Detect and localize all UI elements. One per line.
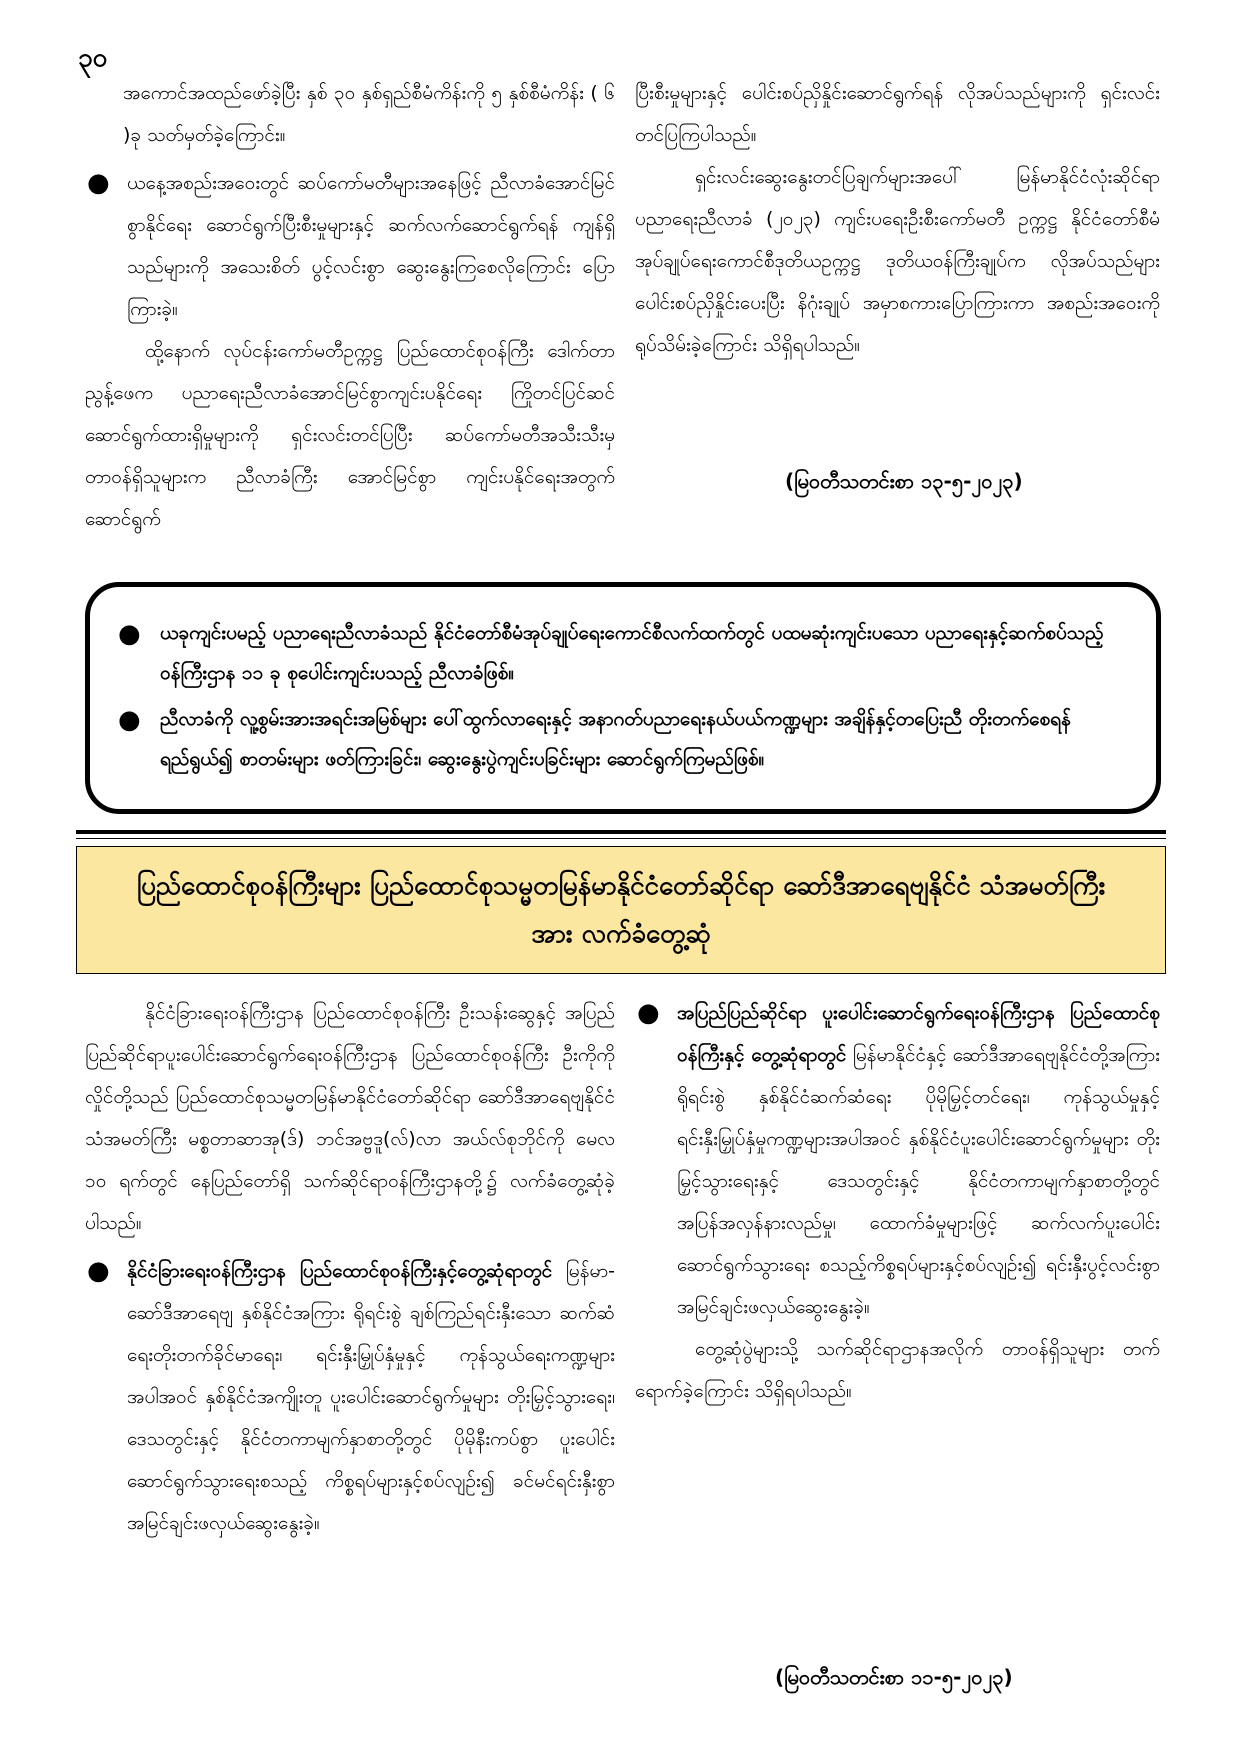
highlight-text: ယခုကျင်းပမည့် ပညာရေးညီလာခံသည် နိုင်ငံတော်စီမံအုပ်ချုပ်ရေးကောင်စီလက်ထက်တွင် ပထမဆုံးကျင်းပသော ပညာရေးနှင့်ဆက်စပ်သည့် ဝန်ကြီးဌာန ၁၁ ခု စုပေါင်းကျင်းပသည့် ညီလာခံဖြစ်။	[160, 622, 1104, 684]
bullet-text: မြန်မာနိုင်ငံနှင့် ဆော်ဒီအာရေဗျနိုင်ငံတို့အကြား ရိုရင်းစွဲ နှစ်နိုင်ငံဆက်ဆံရေး ပိုမိုမြှင့်တင်ရေး၊ ကုန်သွယ်မှုနှင့် ရင်းနှီးမြှုပ်နှံမှုကဏ္ဍများအပါအဝင် နှစ်နိုင်ငံပူးပေါင်းဆောင်ရွက်မှုများ တိုးမြှင့်သွားရေးနှင့် ဒေသတွင်းနှင့် နိုင်ငံတကာမျက်နှာစာတို့တွင် အပြန်အလှန်နားလည်မှု၊ ထောက်ခံမှုများဖြင့် ဆက်လက်ပူးပေါင်းဆောင်ရွက်သွားရေး စသည့်ကိစ္စရပ်များနှင့်စပ်လျဉ်း၍ ရင်းနှီးပွင့်လင်းစွာ အမြင်ချင်းဖလှယ်ဆွေးနွေးခဲ့။	[677, 1044, 1160, 1318]
highlight-text: ညီလာခံကို လူ့စွမ်းအားအရင်းအမြစ်များ ပေါ်ထွက်လာရေးနှင့် အနာဂတ်ပညာရေးနယ်ပယ်ကဏ္ဍများ အချိန်နှင့်တပြေးညီ တိုးတက်စေရန်ရည်ရွယ်၍ စာတမ်းများ ဖတ်ကြားခြင်း၊ ဆွေးနွေးပွဲကျင်းပခြင်းများ ဆောင်ရွက်ကြမည်ဖြစ်။	[160, 708, 1071, 770]
body-paragraph: ပြီးစီးမှုများနှင့် ပေါင်းစပ်ညှိနှိုင်းဆောင်ရွက်ရန် လိုအပ်သည်များကို ရှင်းလင်းတင်ပြကြပါသည်။	[635, 82, 1160, 146]
body-paragraph: တွေ့ဆုံပွဲများသို့ သက်ဆိုင်ရာဌာနအလိုက် တာဝန်ရှိသူများ တက်ရောက်ခဲ့ကြောင်း သိရှိရပါသည်။	[635, 1338, 1160, 1402]
bottom-right-column	[635, 992, 1160, 1412]
body-paragraph: နိုင်ငံခြားရေးဝန်ကြီးဌာန ပြည်ထောင်စုဝန်ကြီး ဦးသန်းဆွေနှင့် အပြည်ပြည်ဆိုင်ရာပူးပေါင်းဆောင်ရွက်ရေးဝန်ကြီးဌာန ပြည်ထောင်စုဝန်ကြီး ဦးကိုကိုလှိုင်တို့သည် ပြည်ထောင်စုသမ္မတမြန်မာနိုင်ငံတော်ဆိုင်ရာ ဆော်ဒီအာရေဗျနိုင်ငံ သံအမတ်ကြီး မစ္စတာဆာအု(ဒ်) ဘင်အဗ္ဗဒူ(လ်)လာ အယ်လ်စုဘိုင်ကို မေလ ၁၀ ရက်တွင် နေပြည်တော်ရှိ သက်ဆိုင်ရာဝန်ကြီးဌာနတို့၌ လက်ခံတွေ့ဆုံခဲ့ပါသည်။	[85, 1002, 615, 1234]
bullet-item	[85, 1250, 615, 1544]
page-number: ၃၀	[78, 43, 108, 73]
bullet-item	[85, 162, 615, 330]
bullet-text: မြန်မာ-ဆော်ဒီအာရေဗျ နှစ်နိုင်ငံအကြား ရိုရင်းစွဲ ချစ်ကြည်ရင်းနှီးသော ဆက်ဆံရေးတိုးတက်ခိုင်မာရေး၊ ရင်းနှီးမြှုပ်နှံမှုနှင့် ကုန်သွယ်ရေးကဏ္ဍများအပါအဝင် နှစ်နိုင်ငံအကျိုးတူ ပူးပေါင်းဆောင်ရွက်မှုများ တိုးမြှင့်သွားရေး၊ ဒေသတွင်းနှင့် နိုင်ငံတကာမျက်နှာစာတို့တွင် ပိုမိုနီးကပ်စွာ ပူးပေါင်းဆောင်ရွက်သွားရေးစသည့် ကိစ္စရပ်များနှင့်စပ်လျဉ်း၍ ခင်မင်ရင်းနှီးစွာ အမြင်ချင်းဖလှယ်ဆွေးနွေးခဲ့။	[127, 1260, 615, 1534]
bullet-icon: ●	[118, 619, 141, 649]
divider-thick	[76, 830, 1166, 834]
top-right-column	[635, 72, 1160, 366]
highlight-box	[85, 582, 1161, 814]
source-citation: (မြဝတီသတင်းစာ ၁၁-၅-၂၀၂၃)	[775, 1665, 1013, 1689]
bullet-lead: နိုင်ငံခြားရေးဝန်ကြီးဌာန ပြည်ထောင်စုဝန်ကြီးနှင့်တွေ့ဆုံရာတွင်	[127, 1260, 553, 1282]
bullet-icon: ●	[118, 705, 141, 735]
bullet-icon: ●	[637, 998, 660, 1028]
article-headline: ပြည်ထောင်စုဝန်ကြီးများ ပြည်ထောင်စုသမ္မတမြန်မာနိုင်ငံတော်ဆိုင်ရာ ဆော်ဒီအာရေဗျနိုင်ငံ သံအမတ်ကြီးအား လက်ခံတွေ့ဆုံ	[76, 846, 1166, 974]
bottom-left-column	[85, 992, 615, 1544]
continuation-paragraph: အကောင်အထည်ဖော်ခဲ့ပြီး နှစ် ၃၀ နှစ်ရှည်စီမံကိန်းကို ၅ နှစ်စီမံကိန်း ( ၆ )ခု သတ်မှတ်ခဲ့ကြောင်း။	[123, 82, 615, 146]
bullet-icon: ●	[87, 168, 110, 198]
highlight-bullet	[116, 613, 1130, 693]
bullet-lead: အပြည်ပြည်ဆိုင်ရာ ပူးပေါင်းဆောင်ရွက်ရေးဝန်ကြီးဌာန ပြည်ထောင်စုဝန်ကြီးနှင့် တွေ့ဆုံရာတွင်	[677, 1002, 1160, 1066]
divider-thin	[76, 838, 1166, 839]
bullet-text: ယနေ့အစည်းအဝေးတွင် ဆပ်ကော်မတီများအနေဖြင့် ညီလာခံအောင်မြင်စွာနိုင်ရေး ဆောင်ရွက်ပြီးစီးမှုများနှင့် ဆက်လက်ဆောင်ရွက်ရန် ကျန်ရှိသည်များကို အသေးစိတ် ပွင့်လင်းစွာ ဆွေးနွေးကြစေလိုကြောင်း ပြောကြားခဲ့။	[127, 172, 615, 320]
body-paragraph: ထို့နောက် လုပ်ငန်းကော်မတီဥက္ကဋ္ဌ ပြည်ထောင်စုဝန်ကြီး ဒေါက်တာညွန့်ဖေက ပညာရေးညီလာခံအောင်မြင်စွာကျင်းပနိုင်ရေး ကြိုတင်ပြင်ဆင်ဆောင်ရွက်ထားရှိမှုများကို ရှင်းလင်းတင်ပြပြီး ဆပ်ကော်မတီအသီးသီးမှ တာဝန်ရှိသူများက ညီလာခံကြီး အောင်မြင်စွာ ကျင်းပနိုင်ရေးအတွက် ဆောင်ရွက်	[85, 340, 615, 530]
highlight-bullet	[116, 699, 1130, 779]
bullet-item	[635, 992, 1160, 1328]
bullet-icon: ●	[87, 1256, 110, 1286]
body-paragraph: ရှင်းလင်းဆွေးနွေးတင်ပြချက်များအပေါ် မြန်မာနိုင်ငံလုံးဆိုင်ရာပညာရေးညီလာခံ (၂၀၂၃) ကျင်းပရေးဦးစီးကော်မတီ ဥက္ကဋ္ဌ နိုင်ငံတော်စီမံအုပ်ချုပ်ရေးကောင်စီဒုတိယဥက္ကဋ္ဌ ဒုတိယဝန်ကြီးချုပ်က လိုအပ်သည်များပေါင်းစပ်ညှိနှိုင်းပေးပြီး နိဂုံးချုပ် အမှာစကားပြောကြားကာ အစည်းအဝေးကို ရုပ်သိမ်းခဲ့ကြောင်း သိရှိရပါသည်။	[635, 166, 1160, 356]
top-left-column	[85, 72, 615, 540]
source-citation: (မြဝတီသတင်းစာ ၁၃-၅-၂၀၂၃)	[785, 469, 1023, 493]
